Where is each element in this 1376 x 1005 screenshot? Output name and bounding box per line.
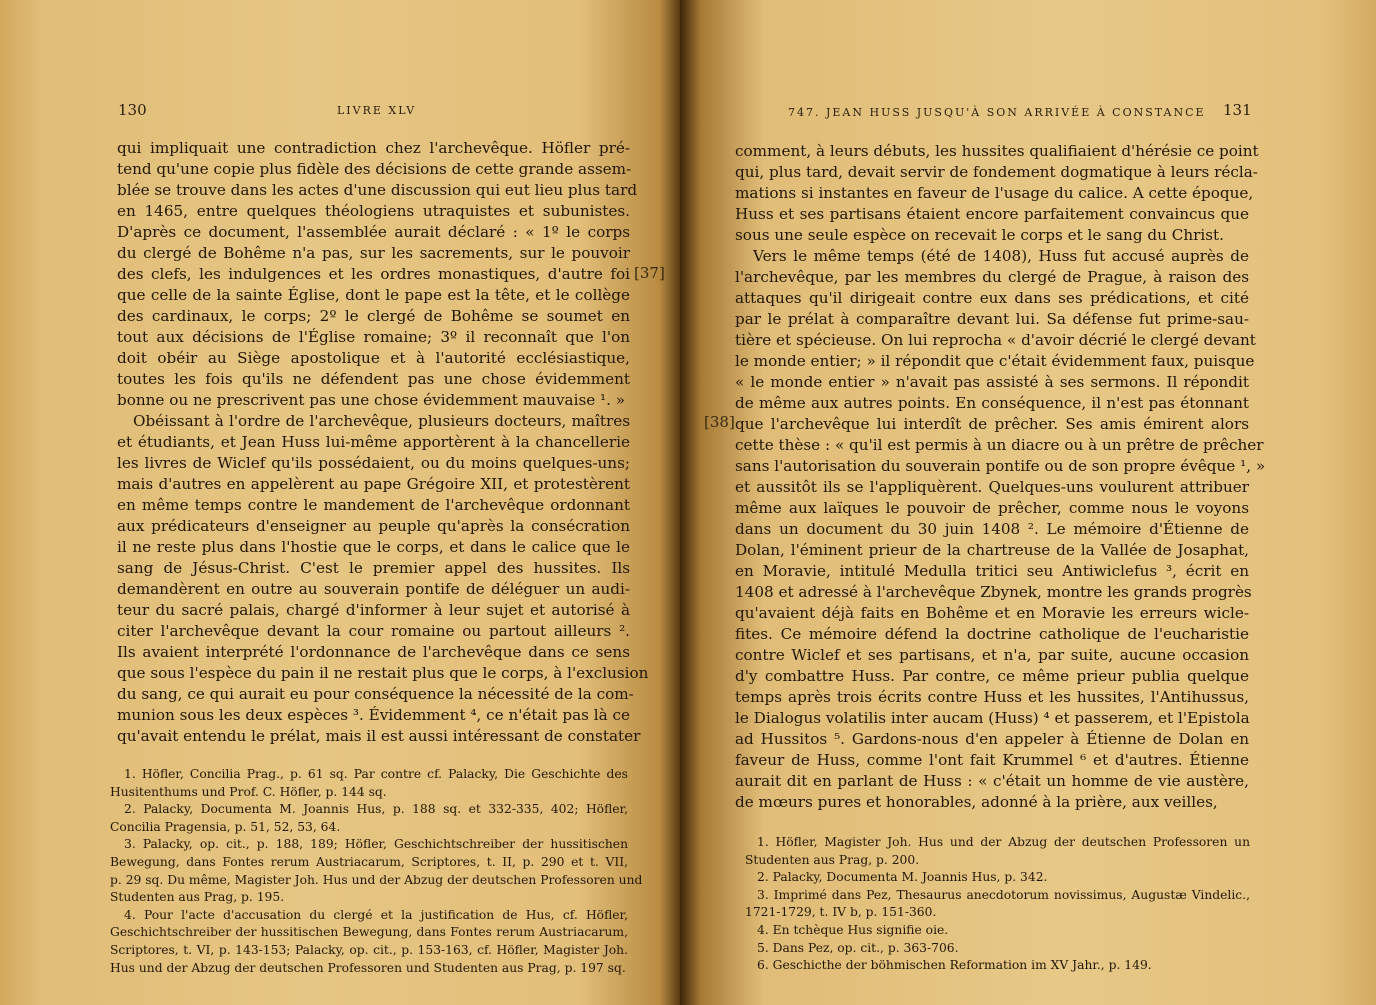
body-line: sous une seule espèce on recevait le corps et le sang du Christ. bbox=[735, 226, 1224, 244]
body-line: tend qu'une copie plus fidèle des décisions de cette grande assem- bbox=[117, 160, 632, 178]
body-line: des clefs, les indulgences et les ordres monastiques, d'autre foi bbox=[117, 265, 630, 283]
body-line: par le prélat à comparaître devant lui. Sa défense fut prime-sau- bbox=[735, 310, 1249, 328]
body-line: temps après trois écrits contre Huss et les hussites, l'Antihussus, bbox=[735, 688, 1249, 706]
body-line: il ne reste plus dans l'hostie que le corps, et dans le calice que le bbox=[117, 538, 630, 556]
body-line: Vers le même temps (été de 1408), Huss fut accusé auprès de bbox=[753, 247, 1249, 265]
right-footnotes bbox=[745, 834, 1250, 975]
body-line: aux prédicateurs d'enseigner au peuple qu'après la consécration bbox=[117, 517, 630, 535]
body-line: en Moravie, intitulé Medulla tritici seu Antiwiclefus ³, écrit en bbox=[735, 562, 1249, 580]
footnote-line: p. 29 sq. Du même, Magister Joh. Hus und der Abzug der deutschen Professoren und bbox=[110, 872, 643, 887]
body-line: demandèrent en outre au souverain pontife de déléguer un audi- bbox=[117, 580, 630, 598]
left-page bbox=[0, 0, 680, 1005]
body-line: Obéissant à l'ordre de l'archevêque, plusieurs docteurs, maîtres bbox=[133, 412, 630, 430]
body-line: le monde entier; » il répondit que c'était évidemment faux, puisque bbox=[735, 352, 1255, 370]
body-line: teur du sacré palais, chargé d'informer à leur sujet et autorisé à bbox=[117, 601, 630, 619]
body-line: ad Hussitos ⁵. Gardons-nous d'en appeler à Étienne de Dolan en bbox=[735, 730, 1249, 748]
body-line: des cardinaux, le corps; 2º le clergé de Bohême se soumet en bbox=[117, 307, 630, 325]
right-page bbox=[680, 0, 1376, 1005]
body-line: Dolan, l'éminent prieur de la chartreuse de la Vallée de Josaphat, bbox=[735, 541, 1249, 559]
body-line: de même aux autres points. En conséquence, il n'est pas étonnant bbox=[735, 394, 1249, 412]
body-line: qu'avaient déjà faits en Bohême et en Moravie les erreurs wicle- bbox=[735, 604, 1249, 622]
body-line: D'après ce document, l'assemblée aurait déclaré : « 1º le corps bbox=[117, 223, 630, 241]
footnote-line: Studenten aus Prag, p. 195. bbox=[110, 890, 285, 905]
body-line: du sang, ce qui aurait eu pour conséquence la nécessité de la com- bbox=[117, 685, 634, 703]
left-page-number: 130 bbox=[118, 101, 147, 119]
footnote-line: Husitenthums und Prof. C. Höfler, p. 144 sq. bbox=[110, 784, 387, 799]
body-line: munion sous les deux espèces ³. Évidemment ⁴, ce n'était pas là ce bbox=[117, 706, 630, 724]
body-line: de mœurs pures et honorables, adonné à la prière, aux veilles, bbox=[735, 793, 1218, 811]
body-line: qu'avait entendu le prélat, mais il est aussi intéressant de constater bbox=[117, 727, 641, 745]
body-line: 1408 et adressé à l'archevêque Zbynek, montre les grands progrès bbox=[735, 583, 1252, 601]
footnote-line: 1. Höfler, Magister Joh. Hus und der Abzug der deutschen Professoren un bbox=[757, 835, 1250, 849]
body-line: tout aux décisions de l'Église romaine; 3º il reconnaît que l'on bbox=[117, 328, 630, 346]
body-line: et étudiants, et Jean Huss lui-même apportèrent à la chancellerie bbox=[117, 433, 630, 451]
body-line: fites. Ce mémoire défend la doctrine catholique de l'eucharistie bbox=[735, 625, 1249, 643]
footnote-line: Hus und der Abzug der deutschen Professoren und Studenten aus Prag, p. 197 sq. bbox=[110, 960, 626, 975]
body-line: mais d'autres en appelèrent au pape Grégoire XII, et protestèrent bbox=[117, 475, 630, 493]
left-body-text bbox=[117, 138, 649, 747]
footnote-line: 4. En tchèque Hus signifie oie. bbox=[757, 922, 949, 937]
body-line: du clergé de Bohême n'a pas, sur les sacrements, sur le pouvoir bbox=[117, 244, 630, 262]
body-line: bonne ou ne prescrivent pas une chose évidemment mauvaise ¹. » bbox=[117, 391, 626, 409]
body-line: toutes les fois qu'ils ne défendent pas une chose évidemment bbox=[117, 370, 630, 388]
body-line: mations si instantes en faveur de l'usage du calice. A cette époque, bbox=[735, 184, 1254, 202]
footnote-line: Concilia Pragensia, p. 51, 52, 53, 64. bbox=[110, 819, 341, 834]
body-line: même aux laïques le pouvoir de prêcher, comme nous le voyons bbox=[735, 499, 1249, 517]
right-body-text bbox=[735, 141, 1266, 813]
right-page-number: 131 bbox=[1223, 101, 1252, 119]
body-line: en 1465, entre quelques théologiens utraquistes et subunistes. bbox=[117, 202, 630, 220]
footnote-line: 5. Dans Pez, op. cit., p. 363-706. bbox=[757, 940, 959, 955]
footnote-line: 3. Imprimé dans Pez, Thesaurus anecdotorum novissimus, Augustæ Vindelic., bbox=[757, 887, 1250, 902]
body-line: que l'archevêque lui interdît de prêcher. Ses amis émirent alors bbox=[735, 415, 1249, 433]
footnote-line: Bewegung, dans Fontes rerum Austriacarum, Scriptores, t. II, p. 290 et t. VII, bbox=[110, 854, 628, 869]
footnote-line: Studenten aus Prag, p. 200. bbox=[745, 852, 920, 867]
body-line: et aussitôt ils se l'appliquèrent. Quelques-uns voulurent attribuer bbox=[735, 478, 1249, 496]
footnote-line: 4. Pour l'acte d'accusation du clergé et la justification de Hus, cf. Höfler, bbox=[124, 907, 628, 922]
body-line: d'y combattre Huss. Par contre, ce même prieur publia quelque bbox=[735, 667, 1249, 685]
footnote-line: 1721-1729, t. IV b, p. 151-360. bbox=[745, 905, 937, 920]
body-line: Huss et ses partisans étaient encore parfaitement convaincus que bbox=[735, 205, 1249, 223]
left-running-head: LIVRE XLV bbox=[337, 104, 417, 117]
body-line: tière et spécieuse. On lui reprocha « d'avoir décrié le clergé devant bbox=[735, 331, 1256, 349]
body-line: le Dialogus volatilis inter aucam (Huss) ⁴ et passerem, et l'Epistola bbox=[735, 709, 1250, 727]
body-line: Ils avaient interprété l'ordonnance de l'archevêque dans ce sens bbox=[117, 643, 630, 661]
body-line: les livres de Wiclef qu'ils possédaient, ou du moins quelques-uns; bbox=[117, 454, 630, 472]
body-line: sans l'autorisation du souverain pontife ou de son propre évêque ¹, » bbox=[735, 457, 1266, 475]
left-margin-reference: [37] bbox=[634, 264, 665, 282]
body-line: faveur de Huss, comme l'ont fait Krummel ⁶ et d'autres. Étienne bbox=[735, 751, 1249, 769]
body-line: cette thèse : « qu'il est permis à un diacre ou à un prêtre de prêcher bbox=[735, 436, 1264, 454]
footnote-line: 2. Palacky, Documenta M. Joannis Hus, p. 188 sq. et 332-335, 402; Höfler, bbox=[124, 802, 628, 817]
right-running-head: 747. JEAN HUSS JUSQU'À SON ARRIVÉE À CONSTANCE bbox=[788, 106, 1206, 119]
body-line: comment, à leurs débuts, les hussites qualifiaient d'hérésie ce point bbox=[735, 142, 1259, 160]
right-margin-reference: [38] bbox=[704, 413, 735, 431]
footnote-line: 6. Geschicthe der böhmischen Reformation im XV Jahr., p. 149. bbox=[757, 958, 1152, 973]
body-line: sang de Jésus-Christ. C'est le premier appel des hussites. Ils bbox=[117, 559, 630, 577]
footnote-line: 3. Palacky, op. cit., p. 188, 189; Höfler, Geschichtschreiber der hussitischen bbox=[124, 837, 628, 852]
body-line: qui impliquait une contradiction chez l'archevêque. Höfler pré- bbox=[117, 139, 630, 157]
footnote-line: Scriptores, t. VI, p. 143-153; Palacky, op. cit., p. 153-163, cf. Höfler, Magister Joh. bbox=[110, 942, 628, 957]
body-line: citer l'archevêque devant la cour romaine ou partout ailleurs ². bbox=[117, 622, 630, 640]
body-line: que celle de la sainte Église, dont le pape est la tête, et le collège bbox=[117, 286, 630, 304]
body-line: contre Wiclef et ses partisans, et n'a, par suite, aucune occasion bbox=[735, 646, 1249, 664]
footnote-line: 1. Höfler, Concilia Prag., p. 61 sq. Par contre cf. Palacky, Die Geschichte des bbox=[124, 767, 628, 781]
body-line: doit obéir au Siège apostolique et à l'autorité ecclésiastique, bbox=[117, 349, 630, 367]
body-line: aurait dit en parlant de Huss : « c'était un homme de vie austère, bbox=[735, 772, 1249, 790]
body-line: blée se trouve dans les actes d'une discussion qui eut lieu plus tard bbox=[117, 181, 638, 199]
body-line: qui, plus tard, devait servir de fondement dogmatique à leurs récla- bbox=[735, 163, 1258, 181]
left-footnotes bbox=[110, 766, 643, 977]
body-line: attaques qu'il dirigeait contre eux dans ses prédications, et cité bbox=[735, 289, 1249, 307]
body-line: l'archevêque, par les membres du clergé de Prague, à raison des bbox=[735, 268, 1249, 286]
body-line: que sous l'espèce du pain il ne restait plus que le corps, à l'exclusion bbox=[117, 664, 649, 682]
footnote-line: 2. Palacky, Documenta M. Joannis Hus, p. 342. bbox=[757, 870, 1048, 885]
footnote-line: Geschichtschreiber der hussitischen Bewegung, dans Fontes rerum Austriacarum, bbox=[110, 925, 628, 940]
body-line: « le monde entier » n'avait pas assisté à ses sermons. Il répondit bbox=[735, 373, 1249, 391]
body-line: en même temps contre le mandement de l'archevêque ordonnant bbox=[117, 496, 630, 514]
body-line: dans un document du 30 juin 1408 ². Le mémoire d'Étienne de bbox=[735, 520, 1249, 538]
